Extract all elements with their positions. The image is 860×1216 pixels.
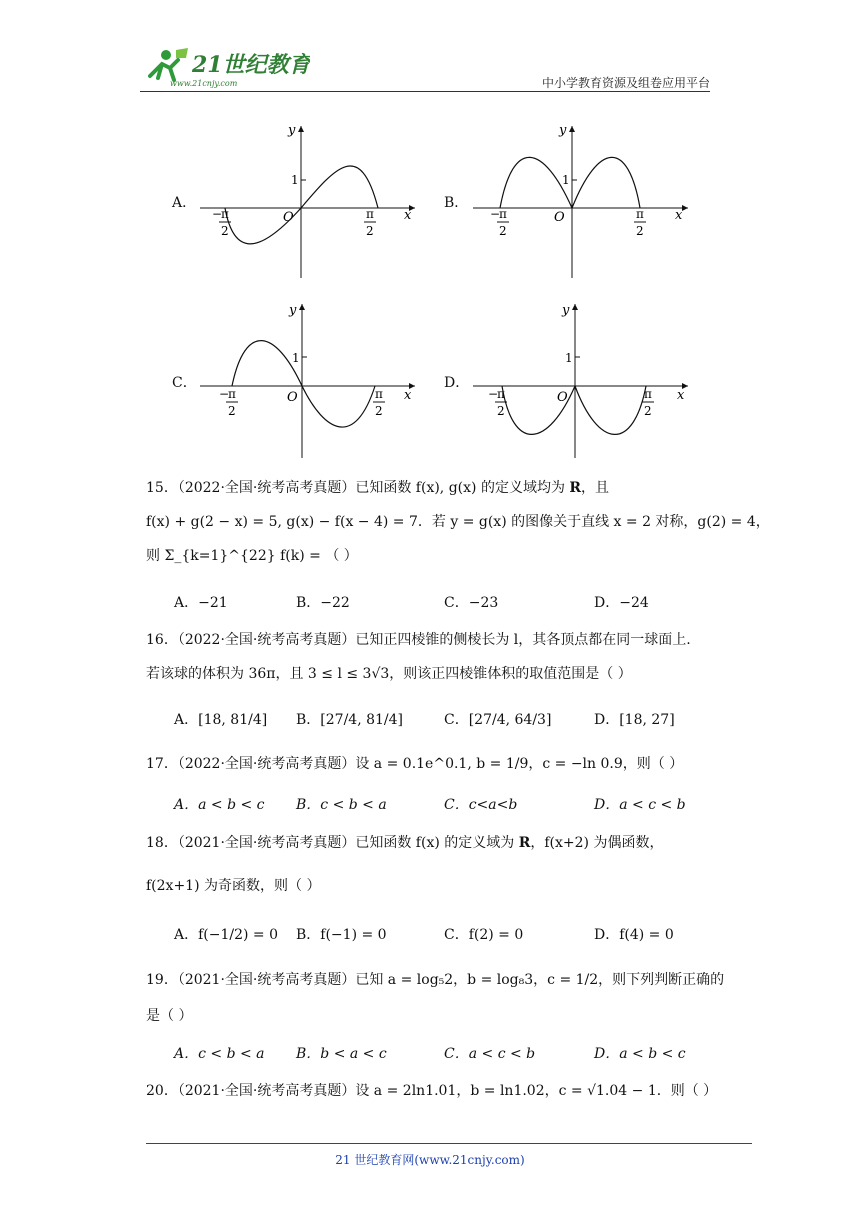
svg-text:2: 2 (366, 224, 374, 238)
q19-option-c[interactable]: C．a < c < b (444, 1046, 536, 1062)
question-18-line-1: 18．（2021·全国·统考高考真题）已知函数 f(x) 的定义域为 R，f(x+2) 为偶函数， (146, 835, 664, 851)
q16-option-a[interactable]: A．[18, 81/4] (174, 712, 268, 728)
q18-option-c[interactable]: C．f(2) = 0 (444, 927, 524, 943)
svg-text:−: − (212, 207, 223, 221)
svg-text:π: π (221, 207, 229, 221)
question-16-line-2: 若该球的体积为 36π，且 3 ≤ l ≤ 3√3，则该正四棱锥体积的取值范围是（ ） (146, 666, 632, 682)
question-15-line-1: 15．（2022·全国·统考高考真题）已知函数 f(x), g(x) 的定义域均为 R，且 (146, 480, 610, 496)
svg-text:2: 2 (636, 224, 644, 238)
question-19-line-2: 是（ ） (146, 1008, 193, 1024)
svg-text:y: y (562, 303, 570, 318)
svg-text:π: π (375, 387, 383, 401)
q17-option-a[interactable]: A．a < b < c (174, 797, 265, 813)
site-logo (140, 42, 310, 90)
question-20-line-1: 20．（2021·全国·统考高考真题）设 a = 2ln1.01，b = ln1.02，c = √1.04 − 1．则（ ） (146, 1083, 718, 1099)
svg-text:−: − (219, 387, 230, 401)
svg-text:π: π (636, 207, 644, 221)
svg-text:y: y (559, 123, 567, 138)
graph-option-d (468, 298, 693, 463)
svg-text:O: O (283, 210, 294, 225)
svg-text:x: x (677, 388, 685, 403)
graph-option-a (195, 118, 420, 283)
q16-option-d[interactable]: D．[18, 27] (594, 712, 675, 728)
svg-text:1: 1 (565, 351, 573, 365)
svg-text:π: π (228, 387, 236, 401)
logo-url: www.21cnjy.com (170, 79, 238, 88)
q15-option-b[interactable]: B．−22 (296, 595, 350, 611)
q16-option-c[interactable]: C．[27/4, 64/3] (444, 712, 552, 728)
question-17-line-1: 17．（2022·全国·统考高考真题）设 a = 0.1e^0.1, b = 1/9，c = −ln 0.9，则（ ） (146, 756, 684, 772)
question-15-line-3: 则 Σ_{k=1}^{22} f(k) = （ ） (146, 548, 358, 564)
svg-text:π: π (644, 387, 652, 401)
svg-text:1: 1 (291, 173, 299, 187)
question-16-line-1: 16．（2022·全国·统考高考真题）已知正四棱锥的侧棱长为 l，其各顶点都在同一球面上. (146, 632, 691, 648)
svg-text:π: π (497, 387, 505, 401)
q17-option-d[interactable]: D．a < c < b (594, 797, 686, 813)
question-15-line-2: f(x) + g(2 − x) = 5, g(x) − f(x − 4) = 7．若 y = g(x) 的图像关于直线 x = 2 对称，g(2) = 4， (146, 514, 770, 530)
graph-option-c-label: C． (172, 375, 197, 391)
q19-option-d[interactable]: D．a < b < c (594, 1046, 686, 1062)
logo-runner-icon (140, 42, 310, 90)
svg-text:−: − (490, 207, 501, 221)
q18-option-d[interactable]: D．f(4) = 0 (594, 927, 674, 943)
svg-text:π: π (366, 207, 374, 221)
q15-option-c[interactable]: C．−23 (444, 595, 499, 611)
q19-option-b[interactable]: B．b < a < c (296, 1046, 387, 1062)
question-18-line-2: f(2x+1) 为奇函数，则（ ） (146, 878, 321, 894)
graph-option-d-label: D． (444, 375, 470, 391)
q18-option-b[interactable]: B．f(−1) = 0 (296, 927, 387, 943)
q15-option-d[interactable]: D．−24 (594, 595, 649, 611)
svg-text:y: y (289, 303, 297, 318)
q18-option-a[interactable]: A．f(−1/2) = 0 (174, 927, 279, 943)
svg-text:x: x (675, 208, 683, 223)
q19-option-a[interactable]: A．c < b < a (174, 1046, 265, 1062)
q17-option-b[interactable]: B．c < b < a (296, 797, 387, 813)
svg-text:1: 1 (562, 173, 570, 187)
svg-text:O: O (557, 390, 568, 405)
footer-link[interactable]: 21 世纪教育网(www.21cnjy.com) (335, 1153, 525, 1167)
svg-text:2: 2 (375, 404, 383, 418)
svg-text:y: y (288, 123, 296, 138)
q15-option-a[interactable]: A．−21 (174, 595, 228, 611)
svg-text:1: 1 (292, 351, 300, 365)
svg-text:2: 2 (228, 404, 236, 418)
svg-text:x: x (404, 388, 412, 403)
graph-option-c (195, 298, 420, 463)
header-divider (140, 91, 710, 92)
question-19-line-1: 19．（2021·全国·统考高考真题）已知 a = log₅2，b = log₈3，c = 1/2，则下列判断正确的 (146, 972, 725, 988)
graph-option-b-label: B． (444, 195, 469, 211)
svg-text:2: 2 (221, 224, 229, 238)
q16-option-b[interactable]: B．[27/4, 81/4] (296, 712, 403, 728)
svg-text:x: x (404, 208, 412, 223)
graph-option-b (468, 118, 693, 283)
svg-text:2: 2 (644, 404, 652, 418)
footer-divider (146, 1143, 752, 1144)
svg-text:−: − (488, 387, 499, 401)
svg-text:2: 2 (499, 224, 507, 238)
logo-text: 21世纪教育 (192, 52, 310, 78)
site-tag: 中小学教育资源及组卷应用平台 (541, 76, 710, 90)
svg-text:O: O (554, 210, 565, 225)
svg-text:π: π (499, 207, 507, 221)
svg-text:2: 2 (497, 404, 505, 418)
q17-option-c[interactable]: C．c<a<b (444, 797, 518, 813)
graph-option-a-label: A． (172, 195, 197, 211)
svg-text:O: O (287, 390, 298, 405)
